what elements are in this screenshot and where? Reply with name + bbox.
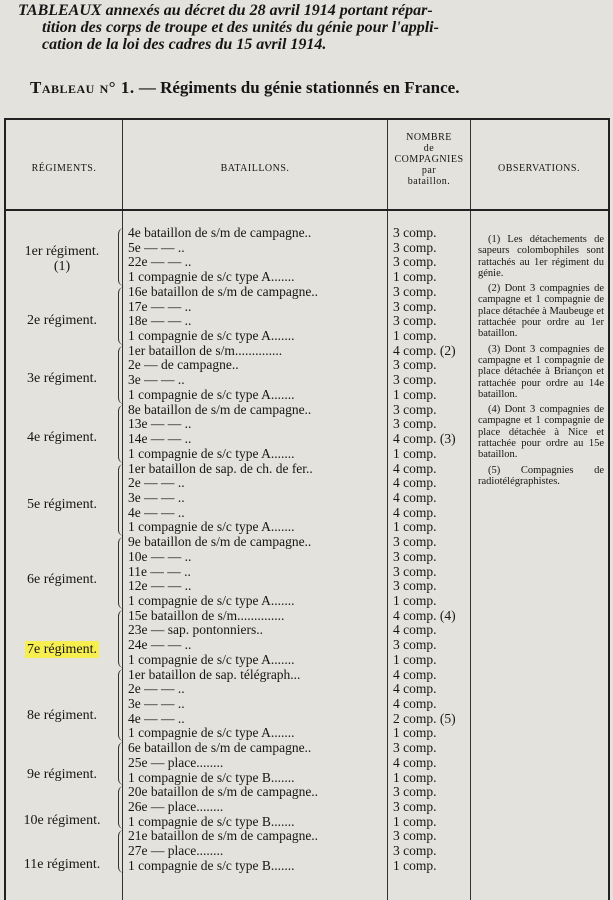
observation-1: (1) Les détachements de sapeurs colombophiles sont rattachés au 1er régiment du génie. (478, 234, 604, 279)
company-count-cell: 4 comp. (393, 504, 437, 520)
bataillon-cell: 22e — — .. (128, 254, 192, 270)
company-count-cell: 3 comp. (393, 298, 437, 314)
bataillon-cell: 15e bataillon de s/m.............. (128, 607, 285, 623)
decree-title-line-2: tition des corps de troupe et des unités du génie pour l'appli- (42, 19, 439, 36)
company-count-cell: 4 comp. (393, 460, 437, 476)
observation-2: (2) Dont 3 compagnies de campagne et 1 compagnie de place détachée à Maubeuge et rattachée pour ordre au 1er bataillon. (478, 283, 604, 340)
bataillon-cell: 11e — — .. (128, 563, 191, 579)
table-row (0, 579, 613, 594)
company-count-cell: 3 comp. (393, 225, 437, 240)
decree-title-line-3: cation de la loi des cadres du 15 avril 1914. (42, 36, 327, 53)
regiment-4: 4e régiment. (27, 430, 97, 445)
table-row (0, 859, 613, 874)
bataillon-cell: 25e — place........ (128, 754, 224, 770)
company-count-cell: 4 comp. (393, 489, 437, 505)
bataillon-cell: 4e bataillon de s/m de campagne.. (128, 225, 312, 240)
regiment-9: 9e régiment. (27, 767, 97, 782)
company-count-cell: 1 comp. (393, 445, 437, 461)
company-count-cell: 3 comp. (393, 578, 437, 594)
bataillon-cell: 3e — — .. (128, 489, 185, 505)
table-row (0, 506, 613, 521)
table-row (0, 638, 613, 653)
bataillon-cell: 1er bataillon de sap. de ch. de fer.. (128, 460, 313, 476)
table-row (0, 771, 613, 786)
company-count-cell: 3 comp. (393, 254, 437, 270)
table-row (0, 520, 613, 535)
table-row (0, 491, 613, 506)
company-count-cell: 3 comp. (393, 357, 437, 373)
company-count-cell: 2 comp. (5) (393, 710, 456, 726)
bataillon-cell: 8e bataillon de s/m de campagne.. (128, 401, 312, 417)
bataillon-cell: 14e — — .. (128, 431, 192, 447)
bataillon-cell: 13e — — .. (128, 416, 192, 432)
table-row (0, 653, 613, 668)
nombre-line-1: NOMBRE (406, 132, 452, 143)
company-count-cell: 3 comp. (393, 843, 437, 859)
observation-4: (4) Dont 3 compagnies de campagne et 1 compagnie de place détachée à Nice et rattachée pour ordre au 15e bataillon. (478, 404, 604, 461)
company-count-cell: 4 comp. (2) (393, 342, 456, 358)
company-count-cell: 4 comp. (393, 666, 437, 682)
table-row (0, 609, 613, 624)
bataillon-cell: 1 compagnie de s/c type A....... (128, 269, 295, 285)
company-count-cell: 3 comp. (393, 740, 437, 756)
bataillon-cell: 24e — — .. (128, 637, 192, 653)
regiment-11: 11e régiment. (23, 857, 101, 872)
company-count-cell: 4 comp. (393, 696, 437, 711)
bataillon-cell: 20e bataillon de s/m de campagne.. (128, 784, 319, 800)
bataillon-cell: 1 compagnie de s/c type A....... (128, 725, 295, 741)
company-count-cell: 3 comp. (393, 313, 437, 329)
company-count-cell: 3 comp. (393, 799, 437, 815)
bataillon-cell: 23e — sap. pontonniers.. (128, 622, 263, 638)
table-row (0, 726, 613, 741)
table-row (0, 829, 613, 844)
regiment-1-note: (1) (53, 259, 71, 274)
bataillon-cell: 1 compagnie de s/c type B....... (128, 813, 295, 829)
bataillon-cell: 17e — — .. (128, 298, 192, 314)
bataillon-cell: 4e — — .. (128, 504, 185, 520)
nombre-line-2: de (423, 143, 435, 154)
company-count-cell: 1 comp. (393, 386, 437, 402)
bataillon-cell: 9e bataillon de s/m de campagne.. (128, 534, 312, 550)
table-row (0, 756, 613, 771)
regiment-6: 6e régiment. (27, 572, 97, 587)
company-count-cell: 3 comp. (393, 548, 437, 564)
table-row (0, 535, 613, 550)
company-count-cell: 4 comp. (393, 681, 437, 697)
table-row (0, 741, 613, 756)
bataillon-cell: 5e — — .. (128, 239, 185, 255)
bataillon-cell: 1 compagnie de s/c type A....... (128, 386, 295, 402)
table-row (0, 697, 613, 712)
company-count-cell: 1 comp. (393, 592, 437, 608)
bataillon-cell: 21e bataillon de s/m de campagne.. (128, 828, 319, 844)
table-row (0, 815, 613, 830)
column-header-bataillons: BATAILLONS. (220, 163, 290, 174)
bataillon-cell: 18e — — .. (128, 313, 192, 329)
table-subject: — Régiments du génie stationnés en France. (134, 78, 460, 97)
table-row (0, 623, 613, 638)
bataillon-cell: 12e — — .. (128, 578, 192, 594)
table-title (30, 78, 590, 98)
bataillon-cell: 1 compagnie de s/c type A....... (128, 592, 295, 608)
company-count-cell: 1 comp. (393, 769, 437, 785)
company-count-cell: 3 comp. (393, 784, 437, 800)
company-count-cell: 3 comp. (393, 828, 437, 844)
company-count-cell: 1 comp. (393, 519, 437, 535)
nombre-line-5: bataillon. (407, 176, 451, 187)
company-count-cell: 3 comp. (393, 534, 437, 550)
company-count-cell: 4 comp. (393, 475, 437, 491)
bataillon-cell: 2e — — .. (128, 475, 185, 491)
bataillon-cell: 6e bataillon de s/m de campagne.. (128, 740, 312, 756)
column-header-regiments: RÉGIMENTS. (31, 163, 97, 174)
table-number: Tableau n° 1. (30, 78, 135, 97)
bataillon-cell: 1 compagnie de s/c type A....... (128, 651, 295, 667)
bataillon-cell: 3e — — .. (128, 372, 185, 388)
bataillon-cell: 1er bataillon de sap. télégraph... (128, 666, 301, 682)
regiment-10: 10e régiment. (23, 813, 101, 828)
column-header-observations: OBSERVATIONS. (498, 163, 580, 174)
regiment-2: 2e régiment. (27, 313, 97, 328)
table-row (0, 800, 613, 815)
company-count-cell: 1 comp. (393, 813, 437, 829)
company-count-cell: 3 comp. (393, 416, 437, 432)
bataillon-cell: 1 compagnie de s/c type A....... (128, 445, 295, 461)
bataillon-cell: 1 compagnie de s/c type A....... (128, 519, 295, 535)
bataillon-cell: 16e bataillon de s/m de campagne.. (128, 283, 319, 299)
company-count-cell: 4 comp. (3) (393, 431, 456, 447)
company-count-cell: 1 comp. (393, 857, 437, 873)
nombre-line-4: par (421, 165, 437, 176)
regiment-5: 5e régiment. (27, 497, 97, 512)
bataillon-cell: 27e — place........ (128, 843, 224, 859)
nombre-line-3: COMPAGNIES (394, 154, 464, 165)
column-header-nombre (389, 132, 469, 187)
table-row (0, 844, 613, 859)
regiment-7-highlight: 7e régiment. (27, 642, 97, 657)
company-count-cell: 1 comp. (393, 725, 437, 741)
company-count-cell: 3 comp. (393, 283, 437, 299)
table-row (0, 550, 613, 565)
decree-title-line-1: TABLEAUX annexés au décret du 28 avril 1914 portant répar- (18, 2, 433, 19)
company-count-cell: 4 comp. (393, 754, 437, 770)
bataillon-cell: 26e — place........ (128, 799, 224, 815)
company-count-cell: 3 comp. (393, 401, 437, 417)
company-count-cell: 3 comp. (393, 637, 437, 653)
table-row (0, 712, 613, 727)
observation-3: (3) Dont 3 compagnies de campagne et 1 compagnie de place détachée à Briançon et rattachée pour ordre au 14e bataillon. (478, 343, 604, 400)
table-row (0, 565, 613, 580)
company-count-cell: 1 comp. (393, 651, 437, 667)
bataillon-cell: 1 compagnie de s/c type B....... (128, 857, 295, 873)
bataillon-cell: 1 compagnie de s/c type B....... (128, 769, 295, 785)
bataillon-cell: 10e — — .. (128, 548, 192, 564)
decree-title (18, 2, 598, 53)
regiment-3: 3e régiment. (27, 371, 97, 386)
company-count-cell: 3 comp. (393, 372, 437, 388)
company-count-cell: 3 comp. (393, 239, 437, 255)
company-count-cell: 1 comp. (393, 269, 437, 285)
company-count-cell: 4 comp. (393, 622, 437, 638)
observation-5: (5) Compagnies de radiotélégraphistes. (478, 464, 604, 487)
table-row (0, 682, 613, 697)
company-count-cell: 4 comp. (4) (393, 607, 456, 623)
bataillon-cell: 1er bataillon de s/m.............. (128, 342, 283, 358)
bataillon-cell: 2e — — .. (128, 681, 185, 697)
bataillon-cell: 2e — de campagne.. (128, 357, 239, 373)
table-row (0, 668, 613, 683)
observations-notes (478, 234, 604, 491)
regiment-8: 8e régiment. (27, 708, 97, 723)
bataillon-cell: 3e — — .. (128, 696, 185, 711)
table-row (0, 594, 613, 609)
bataillon-cell: 4e — — .. (128, 710, 185, 726)
company-count-cell: 1 comp. (393, 328, 437, 344)
regiment-1-label: 1er régiment. (24, 244, 100, 259)
table-row (0, 785, 613, 800)
bataillon-cell: 1 compagnie de s/c type A....... (128, 328, 295, 344)
company-count-cell: 3 comp. (393, 563, 437, 579)
header-divider (6, 209, 608, 211)
